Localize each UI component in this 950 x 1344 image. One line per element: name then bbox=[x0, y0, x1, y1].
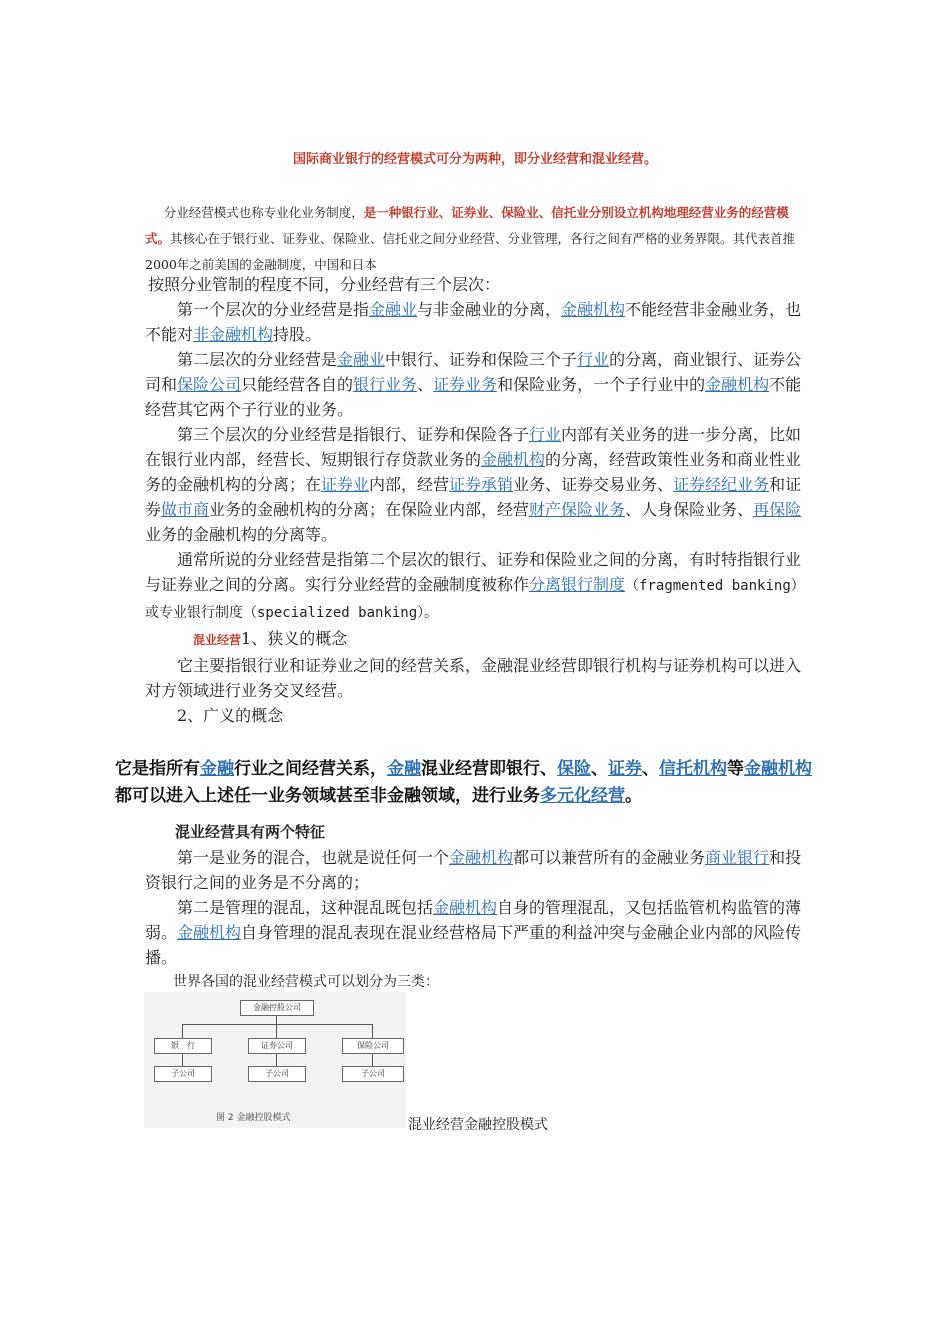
link-hangye[interactable]: 行业 bbox=[577, 350, 610, 369]
text: （fragmented banking）或专业银行制度（specialized banking）。 bbox=[145, 578, 805, 621]
box-subsidiary: 子公司 bbox=[342, 1066, 404, 1082]
narrow-text: 它主要指银行业和证券业之间的经营关系，金融混业经营即银行机构与证券机构可以进入对方领域进行业务交叉经营。 bbox=[145, 656, 802, 700]
feature-1 bbox=[145, 845, 810, 895]
text: 、 bbox=[417, 375, 434, 394]
box-subsidiary: 子公司 bbox=[248, 1066, 306, 1082]
text: 和投资银行之间的业务是不分离的； bbox=[145, 848, 802, 892]
figure-caption: 混业经营金融控股模式 bbox=[408, 1117, 548, 1133]
link-jinrongjigou[interactable]: 金融机构 bbox=[705, 375, 770, 394]
intro-text-highlight: 是一种银行业、证券业、保险业、信托业分别设立机构地理经营业务的经营模式。 bbox=[145, 205, 789, 246]
intro-text-b: 其核心在于银行业、证券业、保险业、信托业之间分业经营、分业管理，各行之间有严格的业务界限。其代表首推2000年之前美国的金融制度，中国和日本 bbox=[145, 231, 796, 272]
link-zaibaoxian[interactable]: 再保险 bbox=[753, 500, 802, 519]
models-intro: 世界各国的混业经营模式可以划分为三类： bbox=[173, 974, 439, 990]
connector bbox=[276, 1016, 277, 1024]
text: 混业经营即银行、 bbox=[421, 759, 557, 779]
mixed-label: 混业经营 bbox=[193, 633, 242, 647]
connector bbox=[372, 1054, 373, 1066]
link-zhengquanjingjiyewu[interactable]: 证券经纪业务 bbox=[673, 475, 770, 494]
connector bbox=[182, 1024, 372, 1025]
text: 的分离，经营政策性业务和商业性业务的金融机构的分离；在 bbox=[145, 450, 802, 494]
link-caichanbaoxian[interactable]: 财产保险业务 bbox=[529, 500, 626, 519]
link-jinrongjigou[interactable]: 金融机构 bbox=[481, 450, 546, 469]
text: 。 bbox=[625, 786, 642, 806]
text: 、 bbox=[642, 759, 659, 779]
text: 第二是管理的混乱，这种混乱既包括 bbox=[177, 898, 434, 917]
text: 不能经营其它两个子行业的业务。 bbox=[145, 375, 802, 419]
text: 中银行、证券和保险三个子 bbox=[385, 350, 578, 369]
features-section bbox=[145, 820, 810, 995]
box-securities: 证券公司 bbox=[248, 1038, 306, 1054]
text: 行业之间经营关系， bbox=[234, 759, 387, 779]
connector bbox=[276, 1054, 277, 1066]
levels-intro: 按照分业管制的程度不同，分业经营有三个层次： bbox=[148, 275, 501, 294]
box-insurance: 保险公司 bbox=[342, 1038, 404, 1054]
text: 都可以兼营所有的金融业务 bbox=[513, 848, 706, 867]
page-title: 国际商业银行的经营模式可分为两种，即分业经营和混业经营。 bbox=[292, 152, 657, 167]
box-bank: 银 行 bbox=[154, 1038, 212, 1054]
feature-2 bbox=[145, 895, 810, 970]
text: 内部有关业务的进一步分离，比如在银行业内部，经营长、短期银行存贷款业务的 bbox=[145, 425, 802, 469]
text: 通常所说的分业经营是指第二个层次的银行、证券和保险业之间的分离，有时特指银行业与证券业之间的分离。实行分业经营的金融制度被称作 bbox=[145, 550, 802, 594]
link-jinrongjigou[interactable]: 金融机构 bbox=[744, 759, 812, 779]
text: 自身的管理混乱，又包括监管机构监管的薄弱。 bbox=[145, 898, 802, 942]
text: 业务、证券交易业务、 bbox=[513, 475, 674, 494]
link-baoxiangongsi[interactable]: 保险公司 bbox=[177, 375, 242, 394]
link-jinrongjigou[interactable]: 金融机构 bbox=[177, 923, 242, 942]
text: 和保险业务，一个子行业中的 bbox=[497, 375, 706, 394]
link-zhengquanchengxiao[interactable]: 证券承销 bbox=[449, 475, 514, 494]
link-jinrongye[interactable]: 金融业 bbox=[337, 350, 386, 369]
text: 持股。 bbox=[273, 325, 322, 344]
link-zhengquan[interactable]: 证券 bbox=[608, 759, 642, 779]
link-yinhangyewu[interactable]: 银行业务 bbox=[353, 375, 418, 394]
common-paragraph bbox=[145, 547, 810, 626]
narrow-title-line bbox=[145, 626, 810, 653]
level-2-paragraph bbox=[145, 347, 810, 422]
broad-title: 2、广义的概念 bbox=[177, 706, 284, 725]
link-jinrong[interactable]: 金融 bbox=[387, 759, 421, 779]
text: 自身管理的混乱表现在混业经营格局下严重的利益冲突与金融企业内部的风险传播。 bbox=[145, 923, 802, 967]
connector bbox=[276, 1024, 277, 1038]
text: 都可以进入上述任一业务领域甚至非金融领域，进行业务 bbox=[115, 786, 540, 806]
text: 第一是业务的混合，也就是说任何一个 bbox=[177, 848, 450, 867]
link-jinrongjigou[interactable]: 金融机构 bbox=[561, 300, 626, 319]
text: 、 bbox=[591, 759, 608, 779]
link-jinrongjigou[interactable]: 金融机构 bbox=[449, 848, 514, 867]
holding-model-figure bbox=[144, 992, 406, 1128]
link-feijinrongjigou[interactable]: 非金融机构 bbox=[193, 325, 274, 344]
text: 业务的金融机构的分离等。 bbox=[145, 525, 338, 544]
text: 只能经营各自的 bbox=[241, 375, 354, 394]
link-xintuojigou[interactable]: 信托机构 bbox=[659, 759, 727, 779]
link-zhengquanye[interactable]: 证券业 bbox=[321, 475, 370, 494]
text: 业务的金融机构的分离；在保险业内部，经营 bbox=[209, 500, 530, 519]
figure-inner-caption: 图 2 金融控股模式 bbox=[216, 1113, 291, 1123]
link-zhengquanyewu[interactable]: 证券业务 bbox=[433, 375, 498, 394]
text: 的分离，商业银行、证券公司和 bbox=[145, 350, 802, 394]
level-3-paragraph bbox=[145, 422, 810, 547]
text: 第三个层次的分业经营是指银行、证券和保险各子 bbox=[177, 425, 530, 444]
text: 、人身保险业务、 bbox=[625, 500, 754, 519]
narrow-title: 1、狭义的概念 bbox=[241, 629, 348, 648]
text: 与非金融业的分离， bbox=[417, 300, 562, 319]
text: 第一个层次的分业经营是指 bbox=[177, 300, 370, 319]
box-subsidiary: 子公司 bbox=[154, 1066, 212, 1082]
link-jinrong[interactable]: 金融 bbox=[200, 759, 234, 779]
text: 和证券 bbox=[145, 475, 802, 519]
link-shangyeyinhang[interactable]: 商业银行 bbox=[705, 848, 770, 867]
text: 它是指所有 bbox=[115, 759, 200, 779]
level-1-paragraph bbox=[145, 297, 810, 347]
broad-definition bbox=[115, 756, 815, 810]
text: 内部，经营 bbox=[369, 475, 450, 494]
connector bbox=[182, 1024, 183, 1038]
link-baoxian[interactable]: 保险 bbox=[557, 759, 591, 779]
link-duoyuanhuajingying[interactable]: 多元化经营 bbox=[540, 786, 625, 806]
link-jinrongjigou[interactable]: 金融机构 bbox=[433, 898, 498, 917]
link-hangye[interactable]: 行业 bbox=[529, 425, 562, 444]
text: 等 bbox=[727, 759, 744, 779]
link-jinrongye[interactable]: 金融业 bbox=[369, 300, 418, 319]
box-holding-company: 金融控股公司 bbox=[240, 1000, 314, 1016]
link-zuoshishang[interactable]: 做市商 bbox=[161, 500, 210, 519]
connector bbox=[372, 1024, 373, 1038]
intro-paragraph bbox=[145, 200, 810, 278]
connector bbox=[182, 1054, 183, 1066]
text: 不能经营非金融业务，也不能对 bbox=[145, 300, 802, 344]
link-fenliyinhangzhidu[interactable]: 分离银行制度 bbox=[529, 575, 626, 594]
levels-section bbox=[145, 272, 810, 728]
intro-text-a: 分业经营模式也称专业化业务制度， bbox=[163, 205, 364, 220]
text: 第二层次的分业经营是 bbox=[177, 350, 338, 369]
features-title: 混业经营具有两个特征 bbox=[175, 823, 326, 841]
